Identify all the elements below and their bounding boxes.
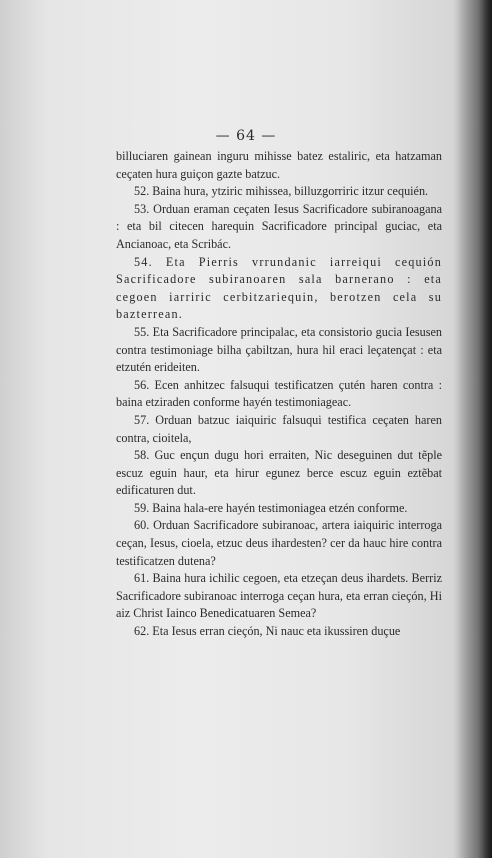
verse-paragraph: billuciaren gainean inguru mihisse batez estaliric, eta hatzaman ceçaten hura guiçon gazte batzuc. [116, 149, 442, 181]
verse-paragraph: 52. Baina hura, ytziric mihissea, billuzgorriric itzur cequién. [134, 184, 429, 199]
verse-paragraph: 56. Ecen anhitzec falsuqui testificatzen çutén haren contra : baina etziraden conforme hayén testimoniageac. [116, 377, 442, 410]
verse-paragraph: 61. Baina hura ichilic cegoen, eta etzeçan deus ihardets. Berriz Sacrificadore subiranoac interroga ceçan hura, eta erran cieçón, Hi aiz Christ Iainco Benedicatuaren Semea? [116, 571, 442, 621]
verse-paragraph: 58. Guc ençun dugu hori erraiten, Nic deseguinen dut tẽple escuz eguin haur, eta hirur egunez berce escuz eguin eztẽbat edificaturen dut. [116, 448, 442, 498]
page-number: — 64 — [215, 128, 277, 144]
verse-paragraph: 53. Orduan eraman ceçaten Iesus Sacrificadore subiranoagana : eta bil citecen harequin Sacrificadore principal guciac, eta Ancianoac, eta Scribác. [116, 201, 442, 251]
verse-paragraph: 60. Orduan Sacrificadore subiranoac, artera iaiquiric interroga ceçan, Iesus, cioela, etzuc deus ihardesten? cer da hauc hire contra testificatzen dutena? [116, 518, 442, 568]
verse-paragraph: 54. Eta Pierris vrrundanic iarreiqui cequión Sacrificadore subiranoaren sala barnerano : eta cegoen iarriric cerbitzariequin, berotzen cela su bazterrean. [116, 254, 442, 322]
verse-paragraph: 55. Eta Sacrificadore principalac, eta consistorio gucia Iesusen contra testimoniage bilha çabiltzan, hura hil eraci leçatençat : eta etzutén erideiten. [116, 324, 442, 375]
verse-text-block [116, 148, 442, 641]
verse-paragraph: 57. Orduan batzuc iaiquiric falsuqui testifica ceçaten haren contra, cioitela, [116, 412, 442, 445]
verse-paragraph: 59. Baina hala-ere hayén testimoniagea etzén conforme. [134, 500, 408, 515]
verse-paragraph: 62. Eta Iesus erran cieçón, Ni nauc eta ikussiren duçue [134, 624, 401, 639]
